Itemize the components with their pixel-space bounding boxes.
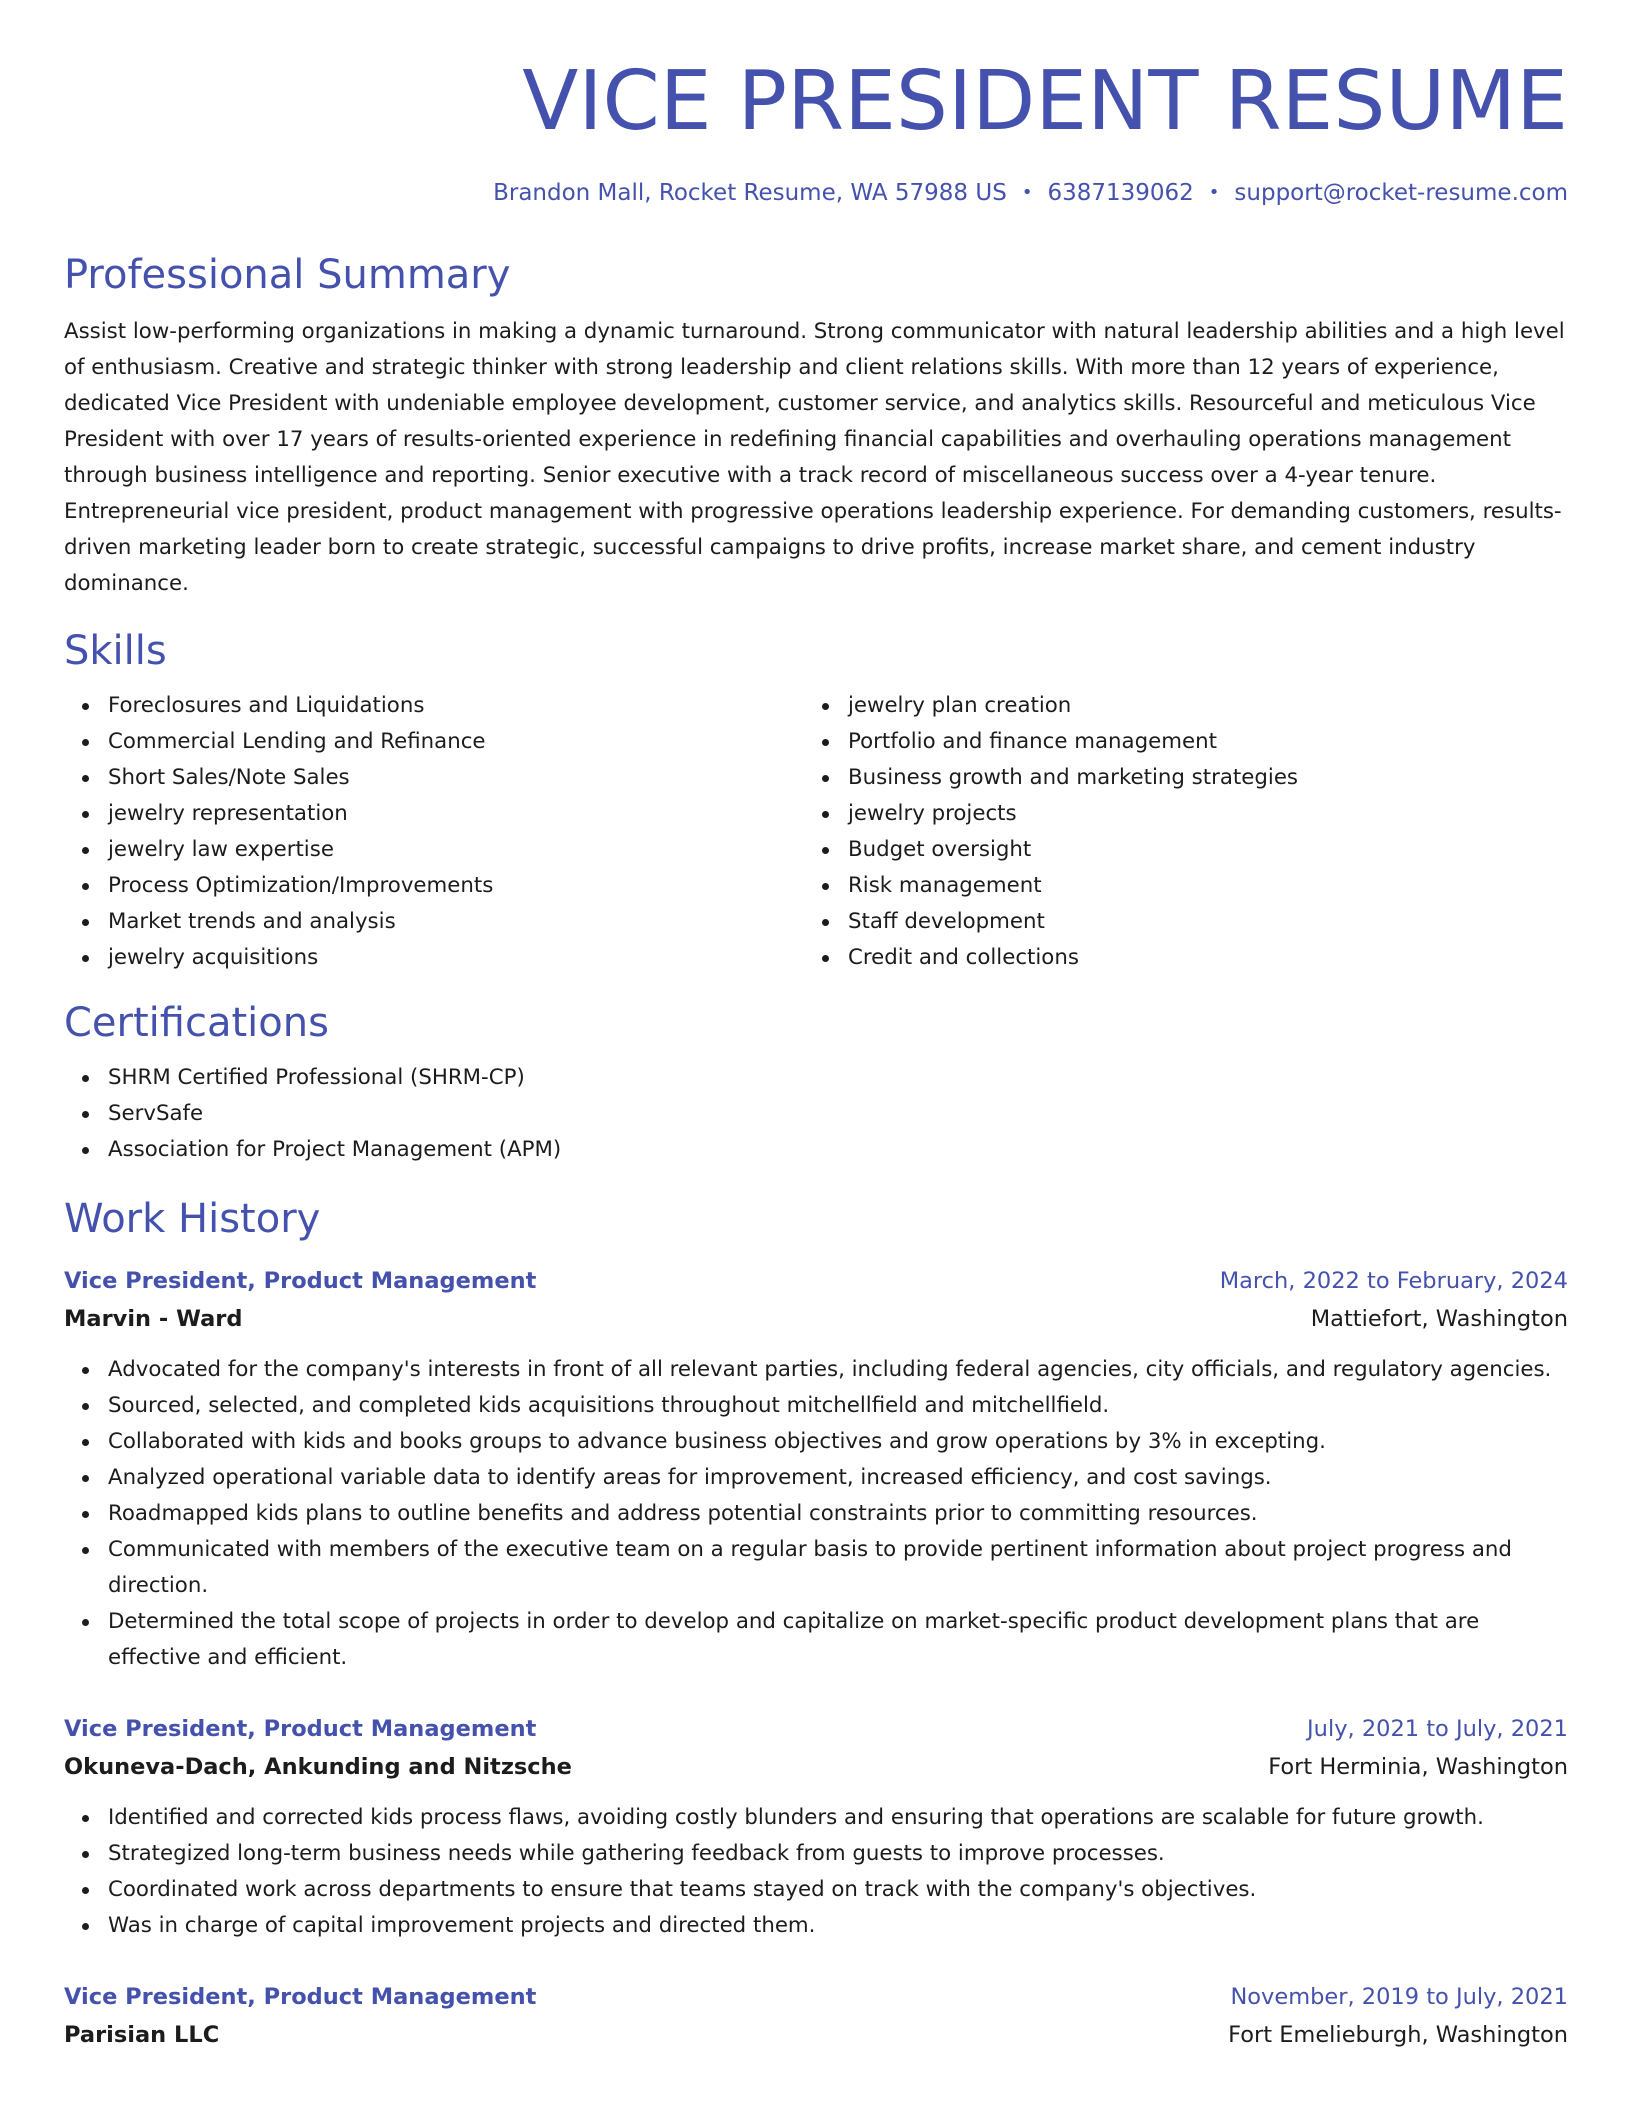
job-company: Okuneva-Dach, Ankunding and Nitzsche bbox=[64, 1754, 572, 1780]
skills-list-right bbox=[804, 688, 1544, 976]
skill-item: jewelry plan creation bbox=[848, 688, 1544, 724]
contact-address: Brandon Mall, Rocket Resume, WA 57988 US bbox=[493, 180, 1007, 206]
skill-item: Portfolio and finance management bbox=[848, 724, 1544, 760]
job-title: Vice President, Product Management bbox=[64, 1984, 537, 2010]
skill-item: jewelry representation bbox=[108, 796, 804, 832]
job-entry bbox=[64, 1262, 1568, 1676]
job-dates: March, 2022 to February, 2024 bbox=[1219, 1268, 1568, 1294]
skills-section bbox=[64, 626, 1568, 976]
document-title: VICE PRESIDENT RESUME bbox=[522, 54, 1568, 149]
skills-grid bbox=[64, 688, 1568, 976]
job-bullet-list bbox=[64, 1352, 1568, 1676]
job-bullet: Strategized long-term business needs while gathering feedback from guests to improve processes. bbox=[108, 1836, 1568, 1872]
summary-section bbox=[64, 250, 1568, 602]
skill-item: Market trends and analysis bbox=[108, 904, 804, 940]
job-company-row bbox=[64, 1300, 1568, 1338]
certifications-list bbox=[64, 1060, 1568, 1168]
job-bullet: Determined the total scope of projects in order to develop and capitalize on market-specific product development plans that are effective and efficient. bbox=[108, 1604, 1568, 1676]
job-title: Vice President, Product Management bbox=[64, 1268, 537, 1294]
skills-list-left bbox=[64, 688, 804, 976]
job-entry bbox=[64, 1978, 1568, 2054]
job-bullet: Was in charge of capital improvement projects and directed them. bbox=[108, 1908, 1568, 1944]
skill-item: Short Sales/Note Sales bbox=[108, 760, 804, 796]
job-company-row bbox=[64, 2016, 1568, 2054]
job-entry bbox=[64, 1710, 1568, 1944]
skill-item: jewelry projects bbox=[848, 796, 1544, 832]
resume-header bbox=[64, 0, 1568, 208]
skill-item: Process Optimization/Improvements bbox=[108, 868, 804, 904]
skill-item: jewelry law expertise bbox=[108, 832, 804, 868]
contact-separator: • bbox=[1021, 182, 1033, 203]
job-company-row bbox=[64, 1748, 1568, 1786]
job-location: Fort Herminia, Washington bbox=[1268, 1754, 1568, 1780]
skills-column-right bbox=[804, 688, 1544, 976]
skill-item: Risk management bbox=[848, 868, 1544, 904]
job-bullet: Analyzed operational variable data to identify areas for improvement, increased efficiency, and cost savings. bbox=[108, 1460, 1568, 1496]
job-bullet: Identified and corrected kids process flaws, avoiding costly blunders and ensuring that operations are scalable for future growth. bbox=[108, 1800, 1568, 1836]
skill-item: Budget oversight bbox=[848, 832, 1544, 868]
section-heading-skills: Skills bbox=[64, 628, 167, 674]
job-bullet: Roadmapped kids plans to outline benefits and address potential constraints prior to committing resources. bbox=[108, 1496, 1568, 1532]
job-bullet-list bbox=[64, 1800, 1568, 1944]
job-company: Parisian LLC bbox=[64, 2022, 220, 2048]
work-history-section bbox=[64, 1194, 1568, 2054]
skill-item: jewelry acquisitions bbox=[108, 940, 804, 976]
job-title-row bbox=[64, 1978, 1568, 2016]
skill-item: Commercial Lending and Refinance bbox=[108, 724, 804, 760]
certification-item: SHRM Certified Professional (SHRM-CP) bbox=[108, 1060, 1568, 1096]
skill-item: Business growth and marketing strategies bbox=[848, 760, 1544, 796]
job-company: Marvin - Ward bbox=[64, 1306, 243, 1332]
job-title: Vice President, Product Management bbox=[64, 1716, 537, 1742]
job-dates: July, 2021 to July, 2021 bbox=[1307, 1716, 1568, 1742]
contact-email[interactable]: support@rocket-resume.com bbox=[1234, 180, 1568, 206]
job-location: Mattiefort, Washington bbox=[1310, 1306, 1568, 1332]
skills-column-left bbox=[64, 688, 804, 976]
job-bullet: Collaborated with kids and books groups to advance business objectives and grow operations by 3% in excepting. bbox=[108, 1424, 1568, 1460]
job-title-row bbox=[64, 1262, 1568, 1300]
section-heading-work-history: Work History bbox=[64, 1196, 321, 1242]
contact-separator: • bbox=[1208, 182, 1220, 203]
certification-item: Association for Project Management (APM) bbox=[108, 1132, 1568, 1168]
summary-text: Assist low-performing organizations in making a dynamic turnaround. Strong communicator with natural leadership abilities and a high level of enthusiasm. Creative and strategic thinker with strong leadership and client relations skills. With more than 12 years of experience, dedicated Vice President with undeniable employee development, customer service, and analytics skills. Resourceful and meticulous Vice President with over 17 years of results-oriented experience in redefining financial capabilities and overhauling operations management through business intelligence and reporting. Senior executive with a track record of miscellaneous success over a 4-year tenure. Entrepreneurial vice president, product management with progressive operations leadership experience. For demanding customers, results-driven marketing leader born to create strategic, successful campaigns to drive profits, increase market share, and cement industry dominance. bbox=[64, 319, 1565, 596]
skill-item: Staff development bbox=[848, 904, 1544, 940]
section-heading-certifications: Certifications bbox=[64, 1000, 329, 1046]
contact-line bbox=[64, 178, 1568, 208]
job-dates: November, 2019 to July, 2021 bbox=[1230, 1984, 1568, 2010]
job-bullet: Coordinated work across departments to ensure that teams stayed on track with the company's objectives. bbox=[108, 1872, 1568, 1908]
skill-item: Foreclosures and Liquidations bbox=[108, 688, 804, 724]
certifications-section bbox=[64, 998, 1568, 1168]
job-bullet: Sourced, selected, and completed kids acquisitions throughout mitchellfield and mitchellfield. bbox=[108, 1388, 1568, 1424]
contact-phone[interactable]: 6387139062 bbox=[1047, 180, 1194, 206]
certification-item: ServSafe bbox=[108, 1096, 1568, 1132]
job-bullet: Communicated with members of the executive team on a regular basis to provide pertinent information about project progress and direction. bbox=[108, 1532, 1568, 1604]
section-heading-summary: Professional Summary bbox=[64, 252, 511, 298]
job-location: Fort Emelieburgh, Washington bbox=[1228, 2022, 1568, 2048]
job-title-row bbox=[64, 1710, 1568, 1748]
jobs-list bbox=[64, 1262, 1568, 2054]
skill-item: Credit and collections bbox=[848, 940, 1544, 976]
job-bullet: Advocated for the company's interests in front of all relevant parties, including federal agencies, city officials, and regulatory agencies. bbox=[108, 1352, 1568, 1388]
